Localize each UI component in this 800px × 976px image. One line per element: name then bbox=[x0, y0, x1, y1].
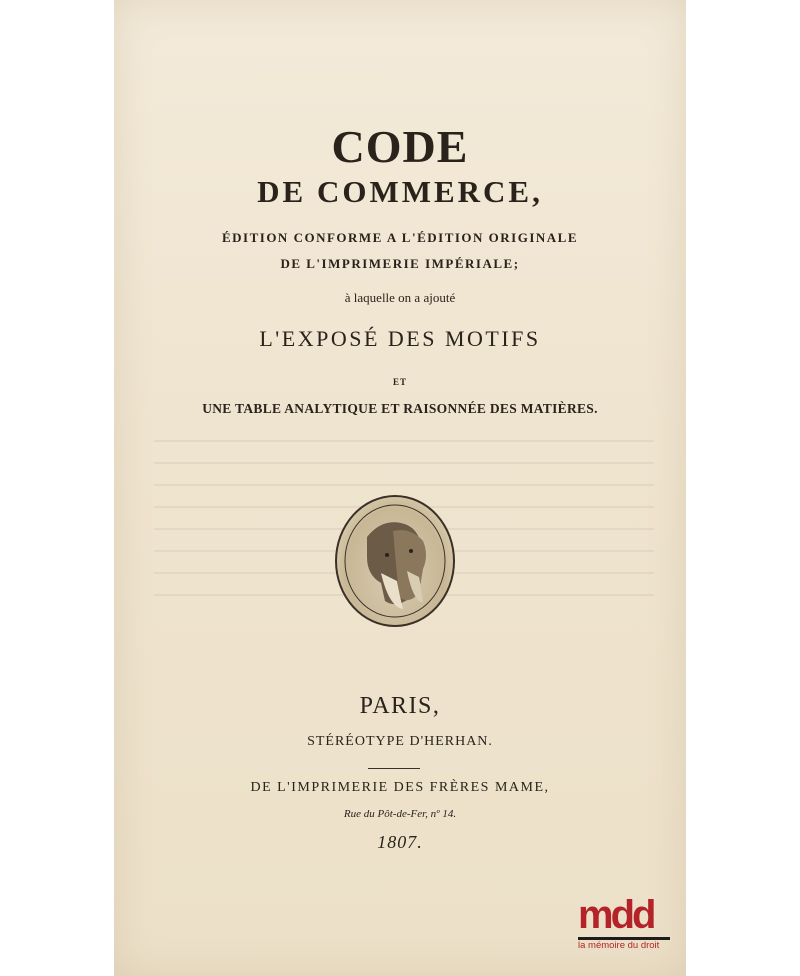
title-de-commerce: DE COMMERCE, bbox=[257, 174, 543, 209]
mdd-logo bbox=[578, 895, 678, 951]
table-analytique: UNE TABLE ANALYTIQUE ET RAISONNÉE DES MATIÈRES. bbox=[202, 401, 598, 416]
imprint-year: 1807. bbox=[377, 832, 423, 852]
expose-des-motifs: L'EXPOSÉ DES MOTIFS bbox=[259, 326, 541, 351]
imprint-stereotype: STÉRÉOTYPE D'HERHAN. bbox=[307, 734, 493, 749]
title-page bbox=[114, 0, 686, 976]
edition-line-2: DE L'IMPRIMERIE IMPÉRIALE; bbox=[280, 256, 520, 271]
portrait-engraving bbox=[337, 497, 453, 625]
mdd-logo-tagline: la mémoire du droit bbox=[578, 940, 660, 951]
mdd-logo-mark: mdd bbox=[578, 893, 654, 937]
medallion-portrait-icon bbox=[335, 495, 455, 627]
title-code: CODE bbox=[331, 121, 469, 172]
imprint-city: PARIS, bbox=[359, 693, 441, 719]
edition-line-1: ÉDITION CONFORME A L'ÉDITION ORIGINALE bbox=[221, 230, 579, 245]
imprint-address: Rue du Pôt-de-Fer, nº 14. bbox=[343, 808, 457, 820]
imprint-printer: DE L'IMPRIMERIE DES FRÈRES MAME, bbox=[250, 780, 550, 795]
added-phrase: à laquelle on a ajouté bbox=[344, 290, 456, 305]
conjunction-et: ET bbox=[392, 377, 407, 387]
imprint-divider bbox=[368, 768, 420, 769]
